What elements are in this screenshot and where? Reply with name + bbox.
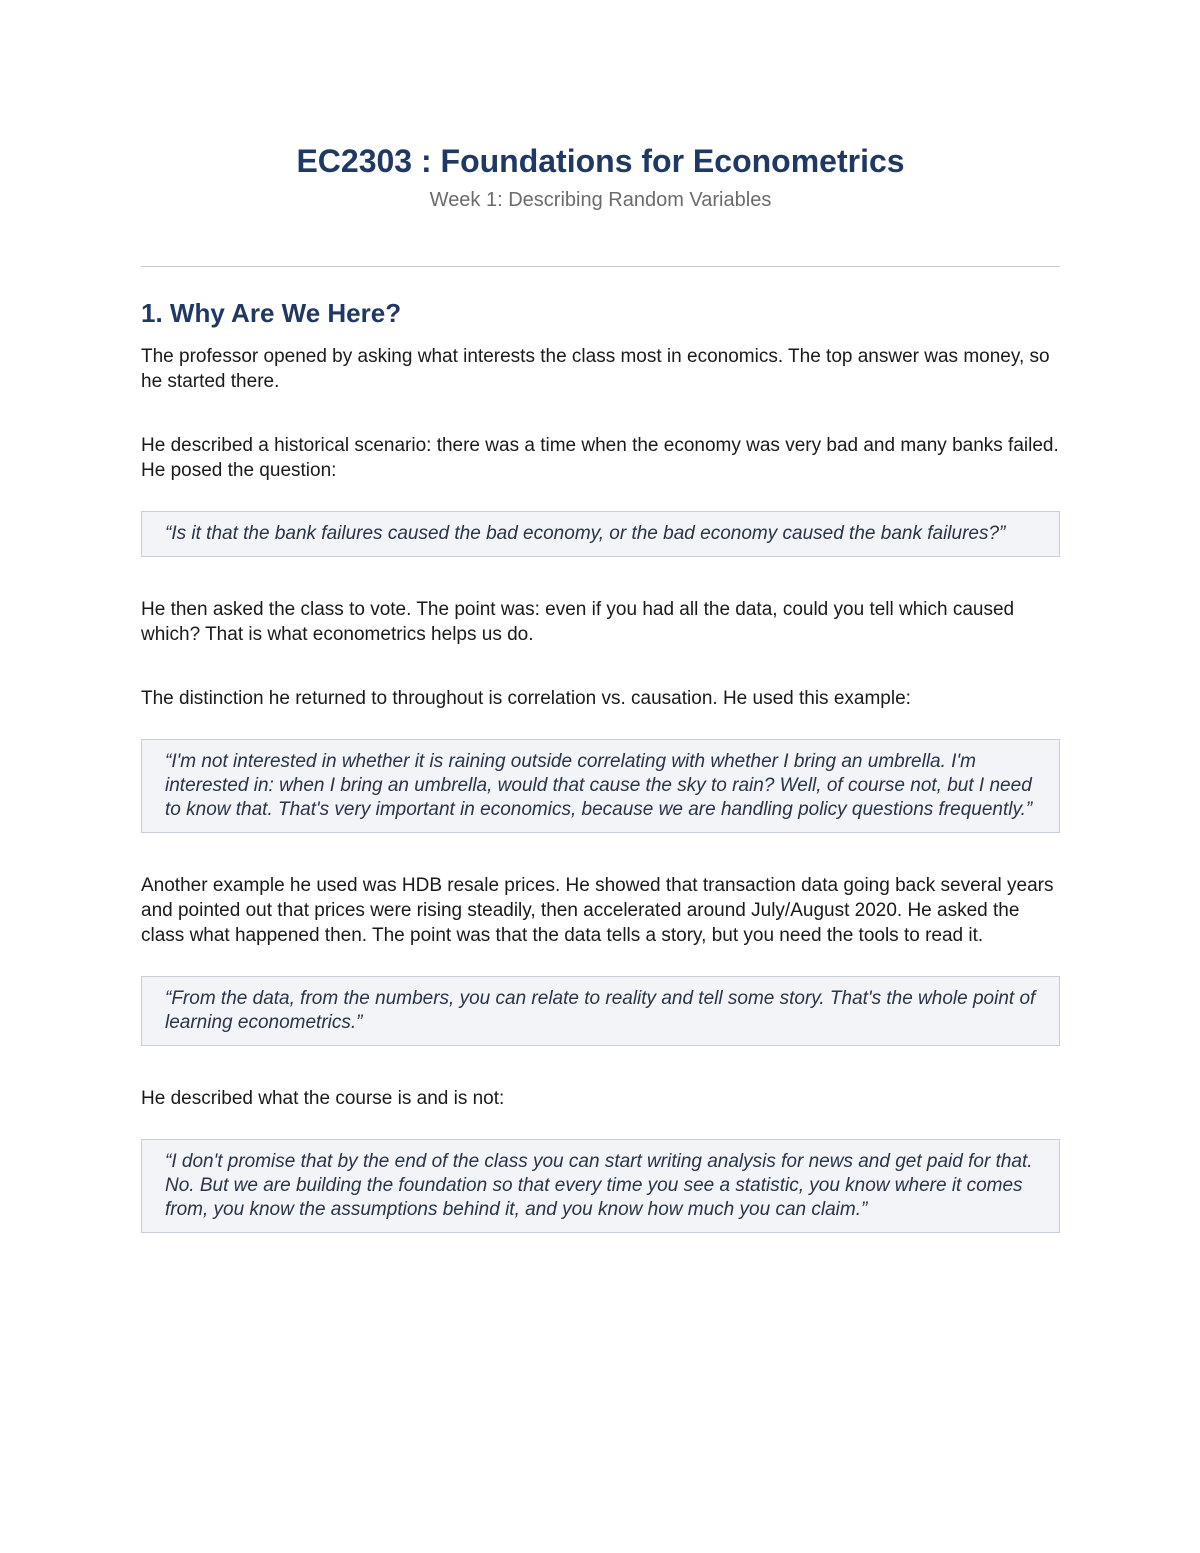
paragraph-historical-scenario: He described a historical scenario: there was a time when the economy was very bad and many banks failed. He posed the question: <box>141 435 1059 481</box>
section-heading: 1. Why Are We Here? <box>141 298 402 328</box>
document-title: EC2303 : Foundations for Econometrics <box>296 143 905 179</box>
title-divider <box>141 266 1060 267</box>
quote-umbrella: “I'm not interested in whether it is raining outside correlating with whether I bring an umbrella. I'm interested in: when I bring an umbrella, would that cause the sky to rain? Well, of course not, but I need to know that. That's very important in economics, because we are handling policy questions frequently.” <box>141 739 1060 833</box>
section-why-are-we-here <box>141 296 1060 1233</box>
document-subtitle: Week 1: Describing Random Variables <box>429 189 772 211</box>
quote-data-story: “From the data, from the numbers, you can relate to reality and tell some story. That's the whole point of learning econometrics.” <box>141 976 1060 1046</box>
paragraph-opening: The professor opened by asking what interests the class most in economics. The top answer was money, so he started there. <box>141 346 1050 392</box>
paragraph-class-vote: He then asked the class to vote. The point was: even if you had all the data, could you tell which caused which? That is what econometrics helps us do. <box>141 599 1015 645</box>
paragraph-course-scope: He described what the course is and is not: <box>141 1088 505 1109</box>
quote-foundation: “I don't promise that by the end of the class you can start writing analysis for news and get paid for that. No. But we are building the foundation so that every time you see a statistic, you know where it comes from, you know the assumptions behind it, and you know how much you can claim.” <box>141 1139 1060 1233</box>
paragraph-correlation-causation: The distinction he returned to throughout is correlation vs. causation. He used this example: <box>141 688 911 709</box>
quote-bank-failures: “Is it that the bank failures caused the bad economy, or the bad economy caused the bank failures?” <box>141 511 1060 557</box>
paragraph-hdb-resale: Another example he used was HDB resale prices. He showed that transaction data going back several years and pointed out that prices were rising steadily, then accelerated around July/August 2020. He asked the class what happened then. The point was that the data tells a story, but you need the tools to read it. <box>141 875 1054 946</box>
